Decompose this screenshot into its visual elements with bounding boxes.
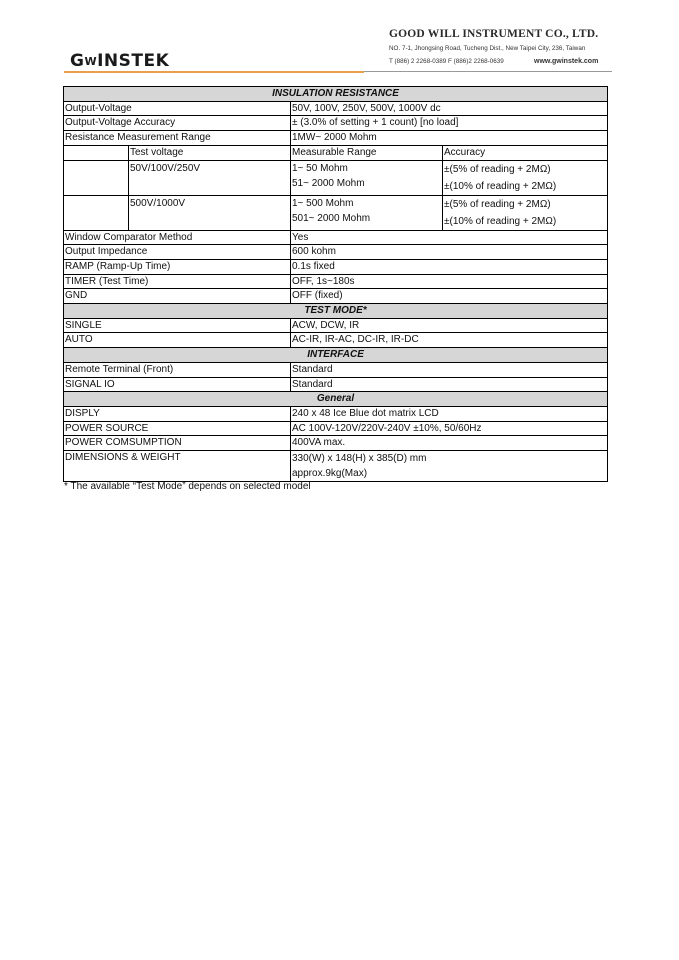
row-value: AC 100V-120V/220V-240V ±10%, 50/60Hz [291,421,608,436]
section-row [64,304,608,319]
sub-header-test-voltage: Test voltage [129,145,291,160]
table-row [64,421,608,436]
table-row [64,289,608,304]
row-value: Standard [291,377,608,392]
table-row [64,230,608,245]
row-label: Resistance Measurement Range [64,131,291,146]
gwinstek-logo [70,51,169,71]
range-line-2: 51~ 2000 Mohm [292,177,365,189]
header-divider [64,71,612,73]
blank-cell [64,195,129,230]
row-label: Output-Voltage [64,101,291,116]
test-voltage-value [129,195,291,230]
accuracy-line-1: ±(5% of reading + 2MΩ) [444,198,551,210]
sub-header-row [64,145,608,160]
accuracy-value [443,160,608,195]
table-row [64,160,608,195]
row-value: 50V, 100V, 250V, 500V, 1000V dc [291,101,608,116]
footnote: * The available “Test Mode” depends on selected model [64,481,311,492]
row-value: 600 kohm [291,245,608,260]
row-label: AUTO [64,333,291,348]
company-address: NO. 7-1, Jhongsing Road, Tucheng Dist., New Taipei City, 236, Taiwan [389,45,586,52]
table-row [64,436,608,451]
section-interface: INTERFACE [64,348,608,363]
table-row [64,333,608,348]
website-link[interactable]: www.gwinstek.com [534,58,599,65]
sub-header-accuracy: Accuracy [443,145,608,160]
blank-cell [64,145,129,160]
range-line-1: 1~ 500 Mohm [292,197,354,209]
section-row [64,392,608,407]
spec-table [63,86,608,482]
table-row [64,101,608,116]
row-label: POWER SOURCE [64,421,291,436]
company-contact [389,58,599,65]
row-label: Output-Voltage Accuracy [64,116,291,131]
table-row [64,131,608,146]
phone-fax: T (886) 2 2268-0389 F (886)2 2268-0639 [389,58,504,65]
section-row [64,348,608,363]
row-label: DIMENSIONS & WEIGHT [64,451,291,482]
voltage-text: 50V/100V/250V [130,162,201,174]
row-value: OFF (fixed) [291,289,608,304]
company-name: GOOD WILL INSTRUMENT CO., LTD. [389,28,599,40]
table-row [64,362,608,377]
logo-w: W [84,55,98,68]
weight-line: approx.9kg(Max) [292,468,368,480]
row-label: Window Comparator Method [64,230,291,245]
table-row [64,318,608,333]
accuracy-line-1: ±(5% of reading + 2MΩ) [444,163,551,175]
sub-header-measurable-range: Measurable Range [291,145,443,160]
table-row [64,274,608,289]
row-value: 400VA max. [291,436,608,451]
row-label: SINGLE [64,318,291,333]
table-row [64,116,608,131]
test-voltage-value [129,160,291,195]
row-value [291,451,608,482]
row-label: RAMP (Ramp-Up Time) [64,259,291,274]
row-label: SIGNAL IO [64,377,291,392]
accuracy-line-2: ±(10% of reading + 2MΩ) [444,180,557,192]
logo-instek: INSTEK [97,51,170,71]
row-value: AC-IR, IR-AC, DC-IR, IR-DC [291,333,608,348]
accuracy-line-2: ±(10% of reading + 2MΩ) [444,215,557,227]
row-label: GND [64,289,291,304]
row-value: ± (3.0% of setting + 1 count) [no load] [291,116,608,131]
row-label: Output Impedance [64,245,291,260]
row-value: ACW, DCW, IR [291,318,608,333]
table-row [64,259,608,274]
header-divider-line [364,71,612,72]
row-label: POWER COMSUMPTION [64,436,291,451]
dimensions-line: 330(W) x 148(H) x 385(D) mm [292,453,427,465]
table-row [64,245,608,260]
row-value: Standard [291,362,608,377]
row-value: OFF, 1s~180s [291,274,608,289]
accuracy-value [443,195,608,230]
blank-cell [64,160,129,195]
logo-g: G [70,51,85,71]
table-row [64,377,608,392]
section-insulation-resistance: INSULATION RESISTANCE [64,87,608,102]
table-row [64,451,608,482]
range-line-1: 1~ 50 Mohm [292,162,348,174]
range-line-2: 501~ 2000 Mohm [292,212,371,224]
row-label: DISPLY [64,406,291,421]
row-label: Remote Terminal (Front) [64,362,291,377]
measurable-range-value [291,160,443,195]
row-value: Yes [291,230,608,245]
row-value: 1MW~ 2000 Mohm [291,131,608,146]
measurable-range-value [291,195,443,230]
row-value: 0.1s fixed [291,259,608,274]
table-row [64,406,608,421]
table-row [64,195,608,230]
section-row [64,87,608,102]
voltage-text: 500V/1000V [130,197,186,209]
row-label: TIMER (Test Time) [64,274,291,289]
row-value: 240 x 48 Ice Blue dot matrix LCD [291,406,608,421]
section-test-mode: TEST MODE* [64,304,608,319]
section-general: General [64,392,608,407]
header-divider-accent [64,71,364,73]
